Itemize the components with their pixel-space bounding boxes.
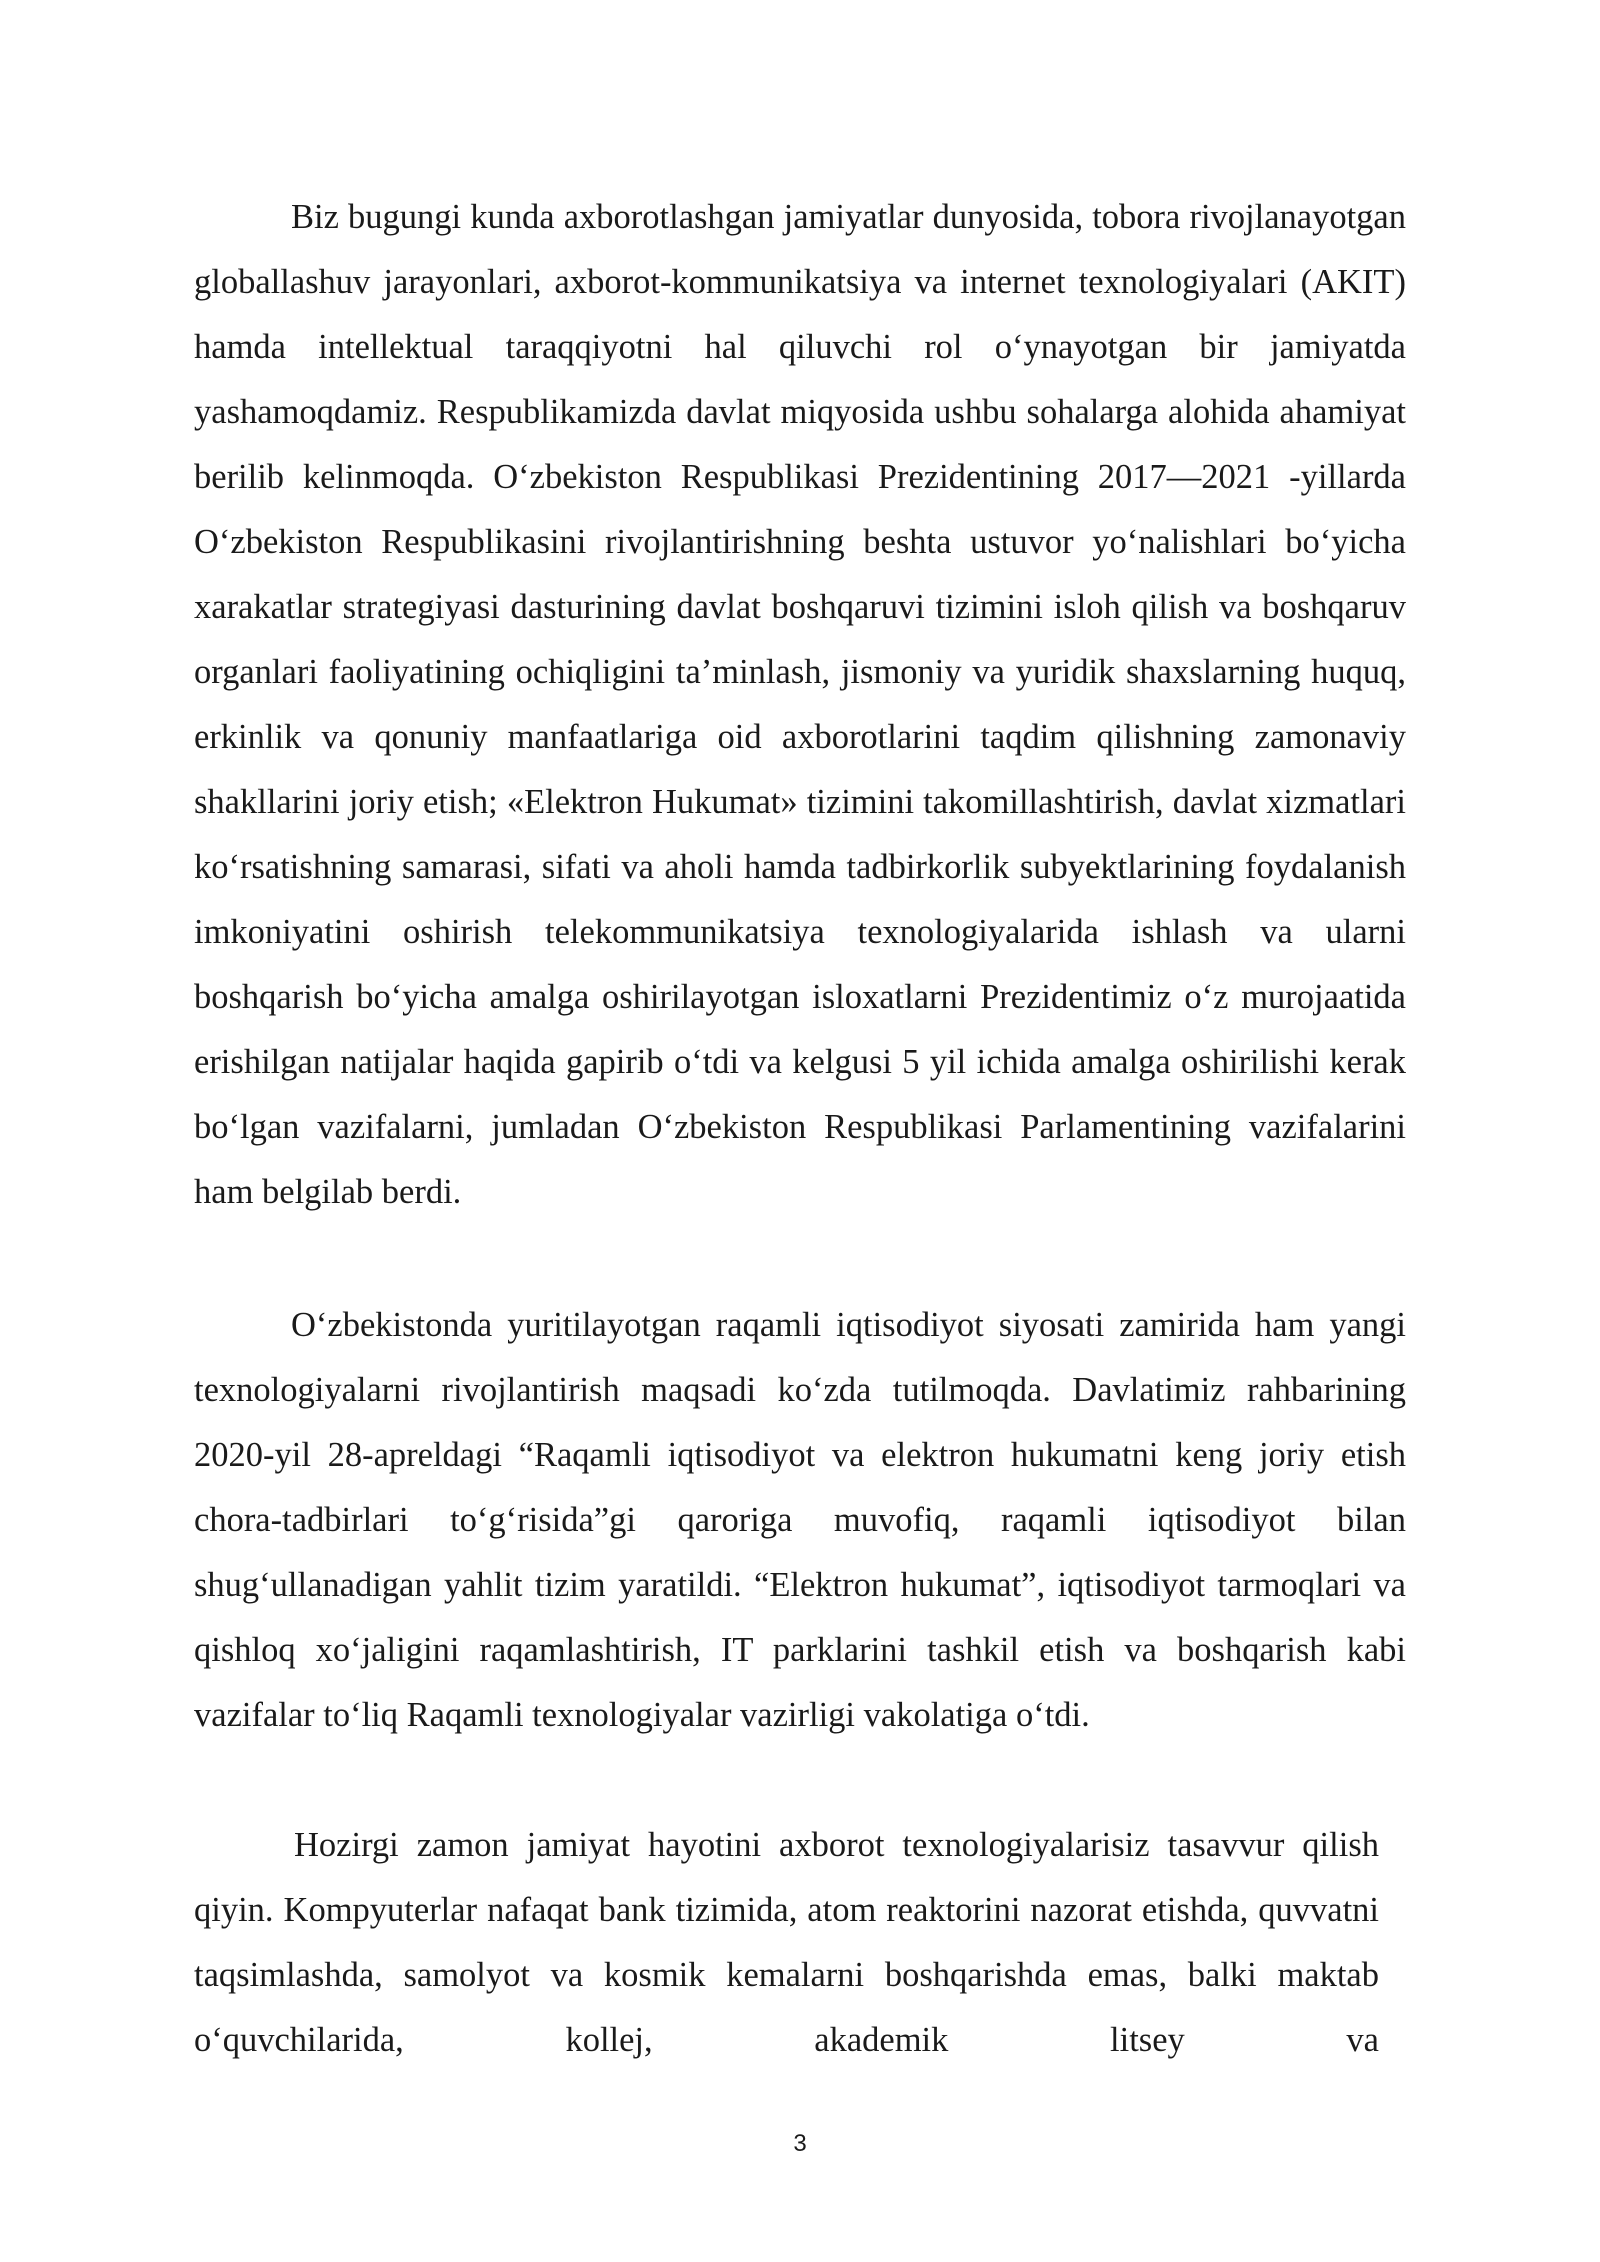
paragraph-1: Biz bugungi kunda axborotlashgan jamiyatlar dunyosida, tobora rivojlanayotgan globallashuv jarayonlari, axborot-kommunikatsiya va internet texnologiyalari (AKIT) hamda intellektual taraqqiyotni hal qiluvchi rol o‘ynayotgan bir jamiyatda yashamoqdamiz. Respublikamizda davlat miqyosida ushbu sohalarga alohida ahamiyat berilib kelinmoqda. O‘zbekiston Respublikasi Prezidentining 2017—2021 -yillarda O‘zbekiston Respublikasini rivojlantirishning beshta ustuvor yo‘nalishlari bo‘yicha xarakatlar strategiyasi dasturining davlat boshqaruvi tizimini isloh qilish va boshqaruv organlari faoliyatining ochiqligini ta’minlash, jismoniy va yuridik shaxslarning huquq, erkinlik va qonuniy manfaatlariga oid axborotlarini taqdim qilishning zamonaviy shakllarini joriy etish; «Elektron Hukumat» tizimini takomillashtirish, davlat xizmatlari ko‘rsatishning samarasi, sifati va aholi hamda tadbirkorlik subyektlarining foydalanish imkoniyatini oshirish telekommunikatsiya texnologiyalarida ishlash va ularni boshqarish bo‘yicha amalga oshirilayotgan isloxatlarni Prezidentimiz o‘z murojaatida erishilgan natijalar haqida gapirib o‘tdi va kelgusi 5 yil ichida amalga oshirilishi kerak bo‘lgan vazifalarni, jumladan O‘zbekiston Respublikasi Parlamentining vazifalarini ham belgilab berdi. [194, 198, 1406, 1211]
paragraph-2: O‘zbekistonda yuritilayotgan raqamli iqtisodiyot siyosati zamirida ham yangi texnologiyalarni rivojlantirish maqsadi ko‘zda tutilmoqda. Davlatimiz rahbarining 2020-yil 28-apreldagi “Raqamli iqtisodiyot va elektron hukumatni keng joriy etish chora-tadbirlari to‘g‘risida”gi qaroriga muvofiq, raqamli iqtisodiyot bilan shug‘ullanadigan yahlit tizim yaratildi. “Elektron hukumat”, iqtisodiyot tarmoqlari va qishloq xo‘jaligini raqamlashtirish, IT parklarini tashkil etish va boshqarish kabi vazifalar to‘liq Raqamli texnologiyalar vazirligi vakolatiga o‘tdi. [194, 1306, 1406, 1734]
paragraph-3: Hozirgi zamon jamiyat hayotini axborot texnologiyalarisiz tasavvur qilish qiyin. Kompyuterlar nafaqat bank tizimida, atom reaktorini nazorat etishda, quvvatni taqsimlashda, samolyot va kosmik kemalarni boshqarishda emas, balki maktab o‘quvchilarida, kollej, akademik litsey va [194, 1826, 1379, 2059]
page-number: 3 [793, 2130, 807, 2157]
